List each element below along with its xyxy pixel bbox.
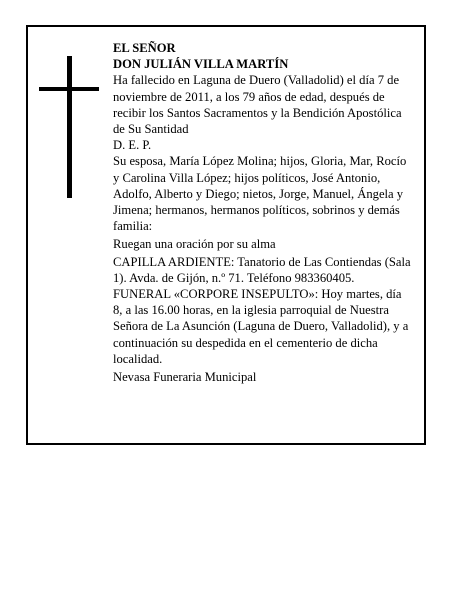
chapel-info: CAPILLA ARDIENTE: Tanatorio de Las Contiendas (Sala 1). Avda. de Gijón, n.º 71. Teléfono 983360405.	[113, 254, 411, 285]
funeral-home: Nevasa Funeraria Municipal	[113, 369, 257, 384]
death-announcement: Ha fallecido en Laguna de Duero (Valladolid) el día 7 de noviembre de 2011, a los 79 años de edad, después de recibir los Santos Sacramentos y la Bendición Apostólica de Su Santidad	[113, 73, 402, 137]
deceased-name: DON JULIÁN VILLA MARTÍN	[113, 57, 289, 72]
obituary-notice	[26, 25, 426, 445]
family-list: Su esposa, María López Molina; hijos, Gloria, Mar, Rocío y Carolina Villa López; hijos políticos, José Antonio, Adolfo, Alberto y Diego; nietos, Jorge, Manuel, Ángela y Jimena; hermanos, hermanos políticos, sobrinos y demás familia:	[113, 154, 407, 234]
cross-vertical-bar	[67, 56, 72, 198]
cross-icon	[39, 56, 99, 198]
notice-body	[113, 40, 413, 385]
notice-header-title: EL SEÑOR	[113, 41, 176, 55]
rip-line: D. E. P.	[113, 138, 152, 153]
cross-horizontal-bar	[39, 87, 99, 91]
prayer-request: Ruegan una oración por su alma	[113, 236, 276, 251]
funeral-info: FUNERAL «CORPORE INSEPULTO»: Hoy martes, día 8, a las 16.00 horas, en la iglesia parroquial de Nuestra Señora de La Asunción (Laguna de Duero, Valladolid), y a continuación su despedida en el cementerio de dicha localidad.	[113, 287, 409, 366]
